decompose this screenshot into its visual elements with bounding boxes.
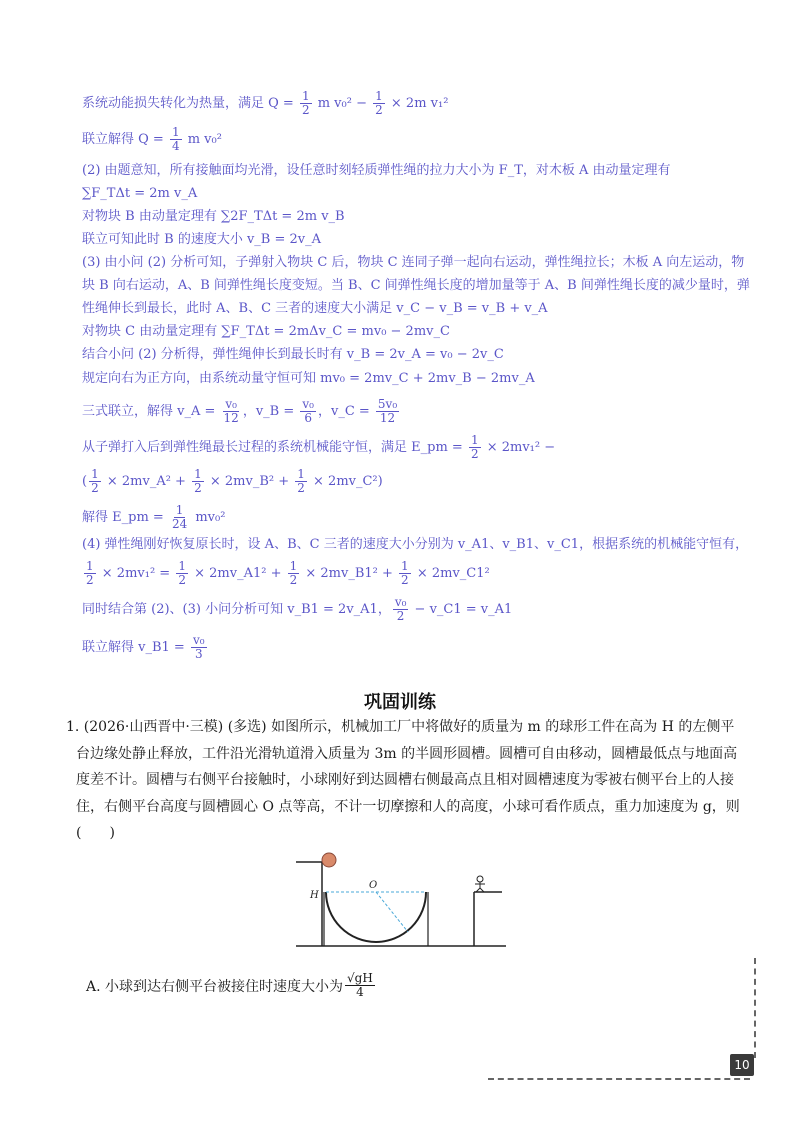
option-a-fraction: $\frac{√gH}{4}$: [347, 971, 373, 999]
question-1: [66, 714, 746, 847]
solution-line-6: 联立可知此时 B 的速度大小 v_B = 2v_A: [82, 232, 322, 247]
solution-line-10: 规定向右为正方向，由系统动量守恒可知 mv₀ = 2mv_C + 2mv_B − 2mv_A: [82, 371, 535, 386]
solution-line-14: 解得 E_pm = $\frac{1}{24}$ mv₀²: [82, 503, 226, 531]
solution-line-8: 对物块 C 由动量定理有 ∑F_TΔt = 2mΔv_C = mv₀ − 2mv_C: [82, 324, 450, 339]
solution-line-3: (2) 由题意知，所有接触面均光滑，设任意时刻轻质弹性绳的拉力大小为 F_T，对木板 A 由动量定理有: [82, 163, 671, 178]
solution-line-9: 结合小问 (2) 分析得，弹性绳伸长到最长时有 v_B = 2v_A = v₀ − 2v_C: [82, 347, 504, 362]
solution-line-4: ∑F_TΔt = 2m v_A: [82, 186, 198, 201]
figure-semicircle-groove: [296, 852, 506, 952]
label-O: O: [369, 880, 378, 891]
solution-line-2: 联立解得 Q = $\frac{1}{4}$ m v₀²: [82, 125, 222, 153]
solution-line-5: 对物块 B 由动量定理有 ∑2F_TΔt = 2m v_B: [82, 209, 345, 224]
groove-radius-dash: [376, 892, 408, 932]
section-title: 巩固训练: [364, 692, 436, 713]
person-icon: [475, 876, 485, 892]
option-a: [86, 972, 377, 999]
page-number: 10: [730, 1054, 754, 1076]
solution-line-7: (3) 由小问 (2) 分析可知，子弹射入物块 C 后，物块 C 连同子弹一起向右运动，弹性绳拉长；木板 A 向左运动，物块 B 向右运动，A、B 间弹性绳长度变短。当 B、C 间弹性绳长度的增加量等于 A、B 间弹性绳长度的减少量时，弹性绳伸长到最长，此时 A、B、C 三者的速度大小满足 v_C − v_B = v_B + v_A: [82, 255, 750, 316]
question-text: 1. (2026·山西晋中·三模) (多选) 如图所示，机械加工厂中将做好的质量为 m 的球形工件在高为 H 的左侧平台边缘处静止释放，工件沿光滑轨道滑入质量为 3m 的半圆形圆槽。圆槽可自由移动，圆槽最低点与地面高度差不计。圆槽与右侧平台接触时，小球刚好到达圆槽右侧最高点且相对圆槽速度为零被右侧平台上的人接住，右侧平台高度与圆槽圆心 O 点等高，不计一切摩擦和人的高度，小球可看作质点，重力加速度为 g，则 ( ): [66, 719, 740, 841]
solution-line-16: $\frac{1}{2}$ × 2mv₁² = $\frac{1}{2}$ × 2mv_A1² + $\frac{1}{2}$ × 2mv_B1² + $\frac{1}{2}$ × 2mv_C1²: [86, 559, 490, 587]
solution-line-11: 三式联立，解得 v_A = $\frac{\text{v₀}}{12}$ ，v_B = $\frac{\text{v₀}}{6}$ ，v_C = $\frac{\text{5v₀}}{12}$: [82, 397, 398, 425]
page-corner-dash-horizontal: [488, 1078, 750, 1080]
label-H: H: [310, 890, 319, 901]
solution-line-17: 同时结合第 (2)、(3) 小问分析可知 v_B1 = 2v_A1， $\frac{\text{v₀}}{2}$ − v_C1 = v_A1: [82, 595, 513, 623]
solution-line-15: (4) 弹性绳刚好恢复原长时，设 A、B、C 三者的速度大小分别为 v_A1、v_B1、v_C1，根据系统的机械能守恒有，: [82, 537, 749, 552]
page-corner-dash-vertical: [754, 958, 756, 1058]
groove-outer: [326, 892, 426, 942]
option-a-text: A. 小球到达右侧平台被接住时速度大小为: [86, 978, 344, 995]
solution-line-18: 联立解得 v_B1 = $\frac{\text{v₀}}{3}$: [82, 633, 205, 661]
ball: [322, 853, 336, 867]
solution-line-13: ( $\frac{1}{2}$ × 2mv_A² + $\frac{1}{2}$ × 2mv_B² + $\frac{1}{2}$ × 2mv_C²): [82, 467, 383, 495]
solution-line-12: 从子弹打入后到弹性绳最长过程的系统机械能守恒，满足 E_pm = $\frac{1}{2}$ × 2mv₁² −: [82, 433, 556, 461]
solution-line-1: 系统动能损失转化为热量，满足 Q = $\frac{1}{2}$ m v₀² − $\frac{1}{2}$ × 2m v₁²: [82, 89, 449, 117]
